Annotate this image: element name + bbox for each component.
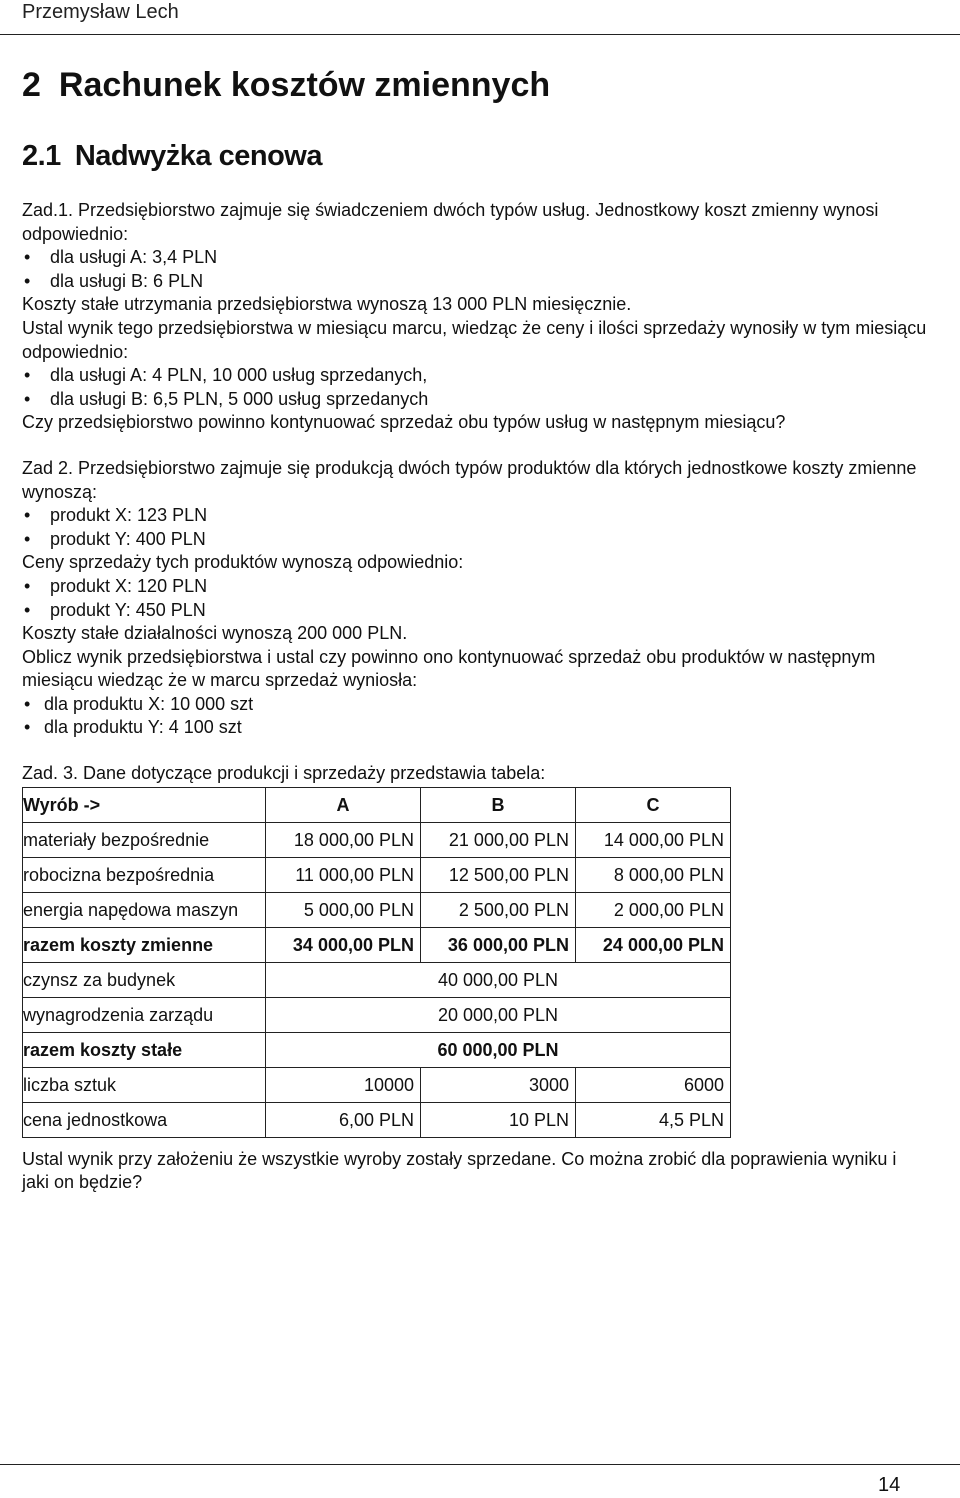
- zad2-prices-intro: Ceny sprzedaży tych produktów wynoszą odpowiednio:: [22, 552, 464, 573]
- spacer: [22, 740, 927, 762]
- table-cell: robocizna bezpośrednia: [23, 857, 266, 892]
- list-item: • dla usługi B: 6 PLN: [22, 270, 927, 294]
- table-row: [23, 997, 731, 1032]
- spacer: [22, 435, 927, 457]
- table-cell: 6000: [576, 1067, 731, 1102]
- table-cell: 8 000,00 PLN: [576, 857, 731, 892]
- table-header-cell: A: [266, 787, 421, 822]
- zad2-prices-list: [22, 575, 927, 622]
- section-heading: [22, 140, 322, 173]
- zad2-fixed-costs: Koszty stałe działalności wynoszą 200 000 PLN.: [22, 623, 408, 644]
- zad1-intro: Zad.1. Przedsiębiorstwo zajmuje się świadczeniem dwóch typów usług. Jednostkowy koszt zmienny wynosi odpowiednio:: [22, 200, 879, 244]
- list-item: • produkt Y: 450 PLN: [22, 599, 927, 623]
- table-cell: czynsz za budynek: [23, 962, 266, 997]
- header-author: Przemysław Lech: [22, 1, 179, 23]
- list-item: • produkt X: 123 PLN: [22, 504, 927, 528]
- chapter-title: Rachunek kosztów zmiennych: [58, 66, 551, 104]
- list-item: • produkt Y: 400 PLN: [22, 528, 927, 552]
- section-number: 2.1: [22, 140, 61, 172]
- zad2-task: Oblicz wynik przedsiębiorstwa i ustal czy powinno ono kontynuować sprzedaż obu produktów w następnym miesiącu wiedząc że w marcu sprzedaż wyniosła:: [22, 646, 876, 691]
- zad2-intro: Zad 2. Przedsiębiorstwo zajmuje się produkcją dwóch typów produktów dla których jednostkowe koszty zmienne wynoszą:: [22, 457, 917, 502]
- table-cell: 5 000,00 PLN: [266, 892, 421, 927]
- table-row: [23, 962, 731, 997]
- zad1-sales-list: [22, 364, 927, 411]
- zad3-question: Ustal wynik przy założeniu że wszystkie wyroby zostały sprzedane. Co można zrobić dla poprawienia wyniku i jaki on będzie?: [22, 1148, 897, 1193]
- table-cell: 2 000,00 PLN: [576, 892, 731, 927]
- table-header-cell: C: [576, 787, 731, 822]
- table-cell: 6,00 PLN: [266, 1102, 421, 1137]
- list-item: • dla produktu X: 10 000 szt: [22, 693, 927, 717]
- table-cell: energia napędowa maszyn: [23, 892, 266, 927]
- zad2-unit-costs-list: [22, 504, 927, 551]
- table-cell: 4,5 PLN: [576, 1102, 731, 1137]
- page-number: 14: [878, 1474, 901, 1496]
- table-cell-shared: 20 000,00 PLN: [266, 997, 731, 1032]
- table-row: [23, 1102, 731, 1137]
- zad2-sales-list: [22, 693, 927, 740]
- table-cell-shared: 40 000,00 PLN: [266, 962, 731, 997]
- table-row-total-variable: [23, 927, 731, 962]
- table-row: [23, 892, 731, 927]
- zad1-question: Czy przedsiębiorstwo powinno kontynuować sprzedaż obu typów usług w następnym miesiącu?: [22, 412, 786, 433]
- table-cell: wynagrodzenia zarządu: [23, 997, 266, 1032]
- cost-table: [22, 787, 731, 1138]
- table-cell: razem koszty stałe: [23, 1032, 266, 1067]
- table-cell: 11 000,00 PLN: [266, 857, 421, 892]
- page-header: [0, 0, 960, 35]
- table-row: [23, 822, 731, 857]
- list-item: • dla usługi A: 3,4 PLN: [22, 246, 927, 270]
- table-cell: 24 000,00 PLN: [576, 927, 731, 962]
- table-cell: 10000: [266, 1067, 421, 1102]
- zad3-intro: Zad. 3. Dane dotyczące produkcji i sprzedaży przedstawia tabela:: [22, 763, 546, 784]
- table-cell: 18 000,00 PLN: [266, 822, 421, 857]
- table-cell: 21 000,00 PLN: [421, 822, 576, 857]
- zad1-task: Ustal wynik tego przedsiębiorstwa w miesiącu marcu, wiedząc że ceny i ilości sprzedaży wynosiły w tym miesiącu odpowiednio:: [22, 317, 927, 362]
- section-title: Nadwyżka cenowa: [74, 140, 322, 172]
- table-header-cell: B: [421, 787, 576, 822]
- chapter-number: 2: [22, 66, 41, 104]
- footer-rule: [0, 1464, 960, 1465]
- table-row-total-fixed: [23, 1032, 731, 1067]
- table-cell: 3000: [421, 1067, 576, 1102]
- table-cell: liczba sztuk: [23, 1067, 266, 1102]
- table-header-cell: Wyrób ->: [23, 787, 266, 822]
- table-row: [23, 1067, 731, 1102]
- zad1-unit-costs-list: [22, 246, 927, 293]
- table-cell: 14 000,00 PLN: [576, 822, 731, 857]
- zad1-fixed-costs: Koszty stałe utrzymania przedsiębiorstwa wynoszą 13 000 PLN miesięcznie.: [22, 294, 632, 315]
- content: [22, 199, 927, 1195]
- table-cell: 10 PLN: [421, 1102, 576, 1137]
- list-item: • dla usługi A: 4 PLN, 10 000 usług sprzedanych,: [22, 364, 927, 388]
- chapter-heading: [22, 66, 550, 105]
- table-header-row: [23, 787, 731, 822]
- table-cell: 34 000,00 PLN: [266, 927, 421, 962]
- table-cell: 2 500,00 PLN: [421, 892, 576, 927]
- table-cell-shared: 60 000,00 PLN: [266, 1032, 731, 1067]
- table-cell: cena jednostkowa: [23, 1102, 266, 1137]
- list-item: • produkt X: 120 PLN: [22, 575, 927, 599]
- table-row: [23, 857, 731, 892]
- list-item: • dla usługi B: 6,5 PLN, 5 000 usług sprzedanych: [22, 388, 927, 412]
- table-cell: materiały bezpośrednie: [23, 822, 266, 857]
- table-cell: razem koszty zmienne: [23, 927, 266, 962]
- table-cell: 36 000,00 PLN: [421, 927, 576, 962]
- table-cell: 12 500,00 PLN: [421, 857, 576, 892]
- list-item: • dla produktu Y: 4 100 szt: [22, 716, 927, 740]
